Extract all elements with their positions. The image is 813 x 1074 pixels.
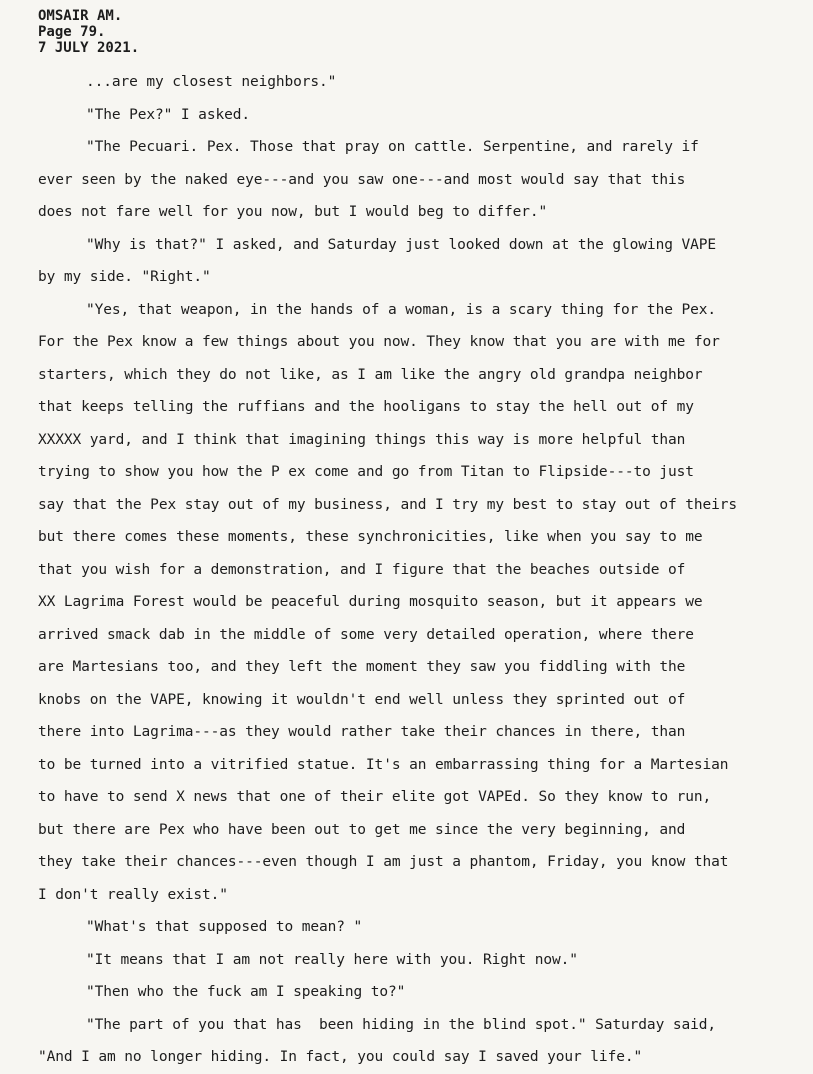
text-line: to have to send X news that one of their elite got VAPEd. So they know to run, — [38, 789, 712, 805]
text-line: "The part of you that has been hiding in the blind spot." Saturday said, — [86, 1016, 716, 1033]
text-line: ever seen by the naked eye---and you saw one---and most would say that this — [38, 171, 686, 188]
header-page-number: Page 79. — [38, 24, 106, 40]
text-line: "It means that I am not really here with you. Right now." — [86, 951, 578, 968]
text-line: XXXXX yard, and I think that imagining things this way is more helpful than — [38, 431, 686, 448]
body-text — [38, 66, 803, 1074]
text-line: "Then who the fuck am I speaking to?" — [86, 984, 406, 1000]
header-title: OMSAIR AM. — [38, 8, 123, 24]
text-line: "Why is that?" I asked, and Saturday just looked down at the glowing VAPE — [86, 236, 716, 253]
text-line: that you wish for a demonstration, and I figure that the beaches outside of — [38, 561, 686, 578]
text-line: "What's that supposed to mean? " — [86, 919, 363, 935]
text-line: For the Pex know a few things about you now. They know that you are with me for — [38, 334, 720, 350]
text-line: that keeps telling the ruffians and the hooligans to stay the hell out of my — [38, 399, 694, 415]
text-line: "And I am no longer hiding. In fact, you could say I saved your life." — [38, 1049, 643, 1065]
text-line: arrived smack dab in the middle of some very detailed operation, where there — [38, 626, 694, 643]
text-line: starters, which they do not like, as I am like the angry old grandpa neighbor — [38, 366, 703, 383]
text-line: does not fare well for you now, but I would beg to differ." — [38, 204, 548, 220]
header-date: 7 JULY 2021. — [38, 40, 140, 56]
page-header — [38, 8, 803, 56]
text-line: there into Lagrima---as they would rather take their chances in there, than — [38, 724, 686, 740]
text-line: say that the Pex stay out of my business, and I try my best to stay out of theirs — [38, 496, 738, 513]
text-line: "The Pecuari. Pex. Those that pray on cattle. Serpentine, and rarely if — [86, 139, 699, 155]
text-line: "Yes, that weapon, in the hands of a woman, is a scary thing for the Pex. — [86, 301, 716, 318]
text-line: "The Pex?" I asked. — [86, 106, 250, 123]
text-line: knobs on the VAPE, knowing it wouldn't end well unless they sprinted out of — [38, 691, 686, 708]
text-line: they take their chances---even though I am just a phantom, Friday, you know that — [38, 854, 729, 870]
text-line: ...are my closest neighbors." — [86, 74, 337, 90]
text-line: but there are Pex who have been out to get me since the very beginning, and — [38, 821, 686, 838]
text-line: by my side. "Right." — [38, 269, 211, 285]
text-line: but there comes these moments, these synchronicities, like when you say to me — [38, 529, 703, 545]
text-line: are Martesians too, and they left the moment they saw you fiddling with the — [38, 659, 686, 675]
text-line: I don't really exist." — [38, 886, 228, 903]
text-line: to be turned into a vitrified statue. It's an embarrassing thing for a Martesian — [38, 756, 729, 773]
text-line: XX Lagrima Forest would be peaceful during mosquito season, but it appears we — [38, 594, 703, 610]
text-line: trying to show you how the P ex come and go from Titan to Flipside---to just — [38, 464, 694, 480]
